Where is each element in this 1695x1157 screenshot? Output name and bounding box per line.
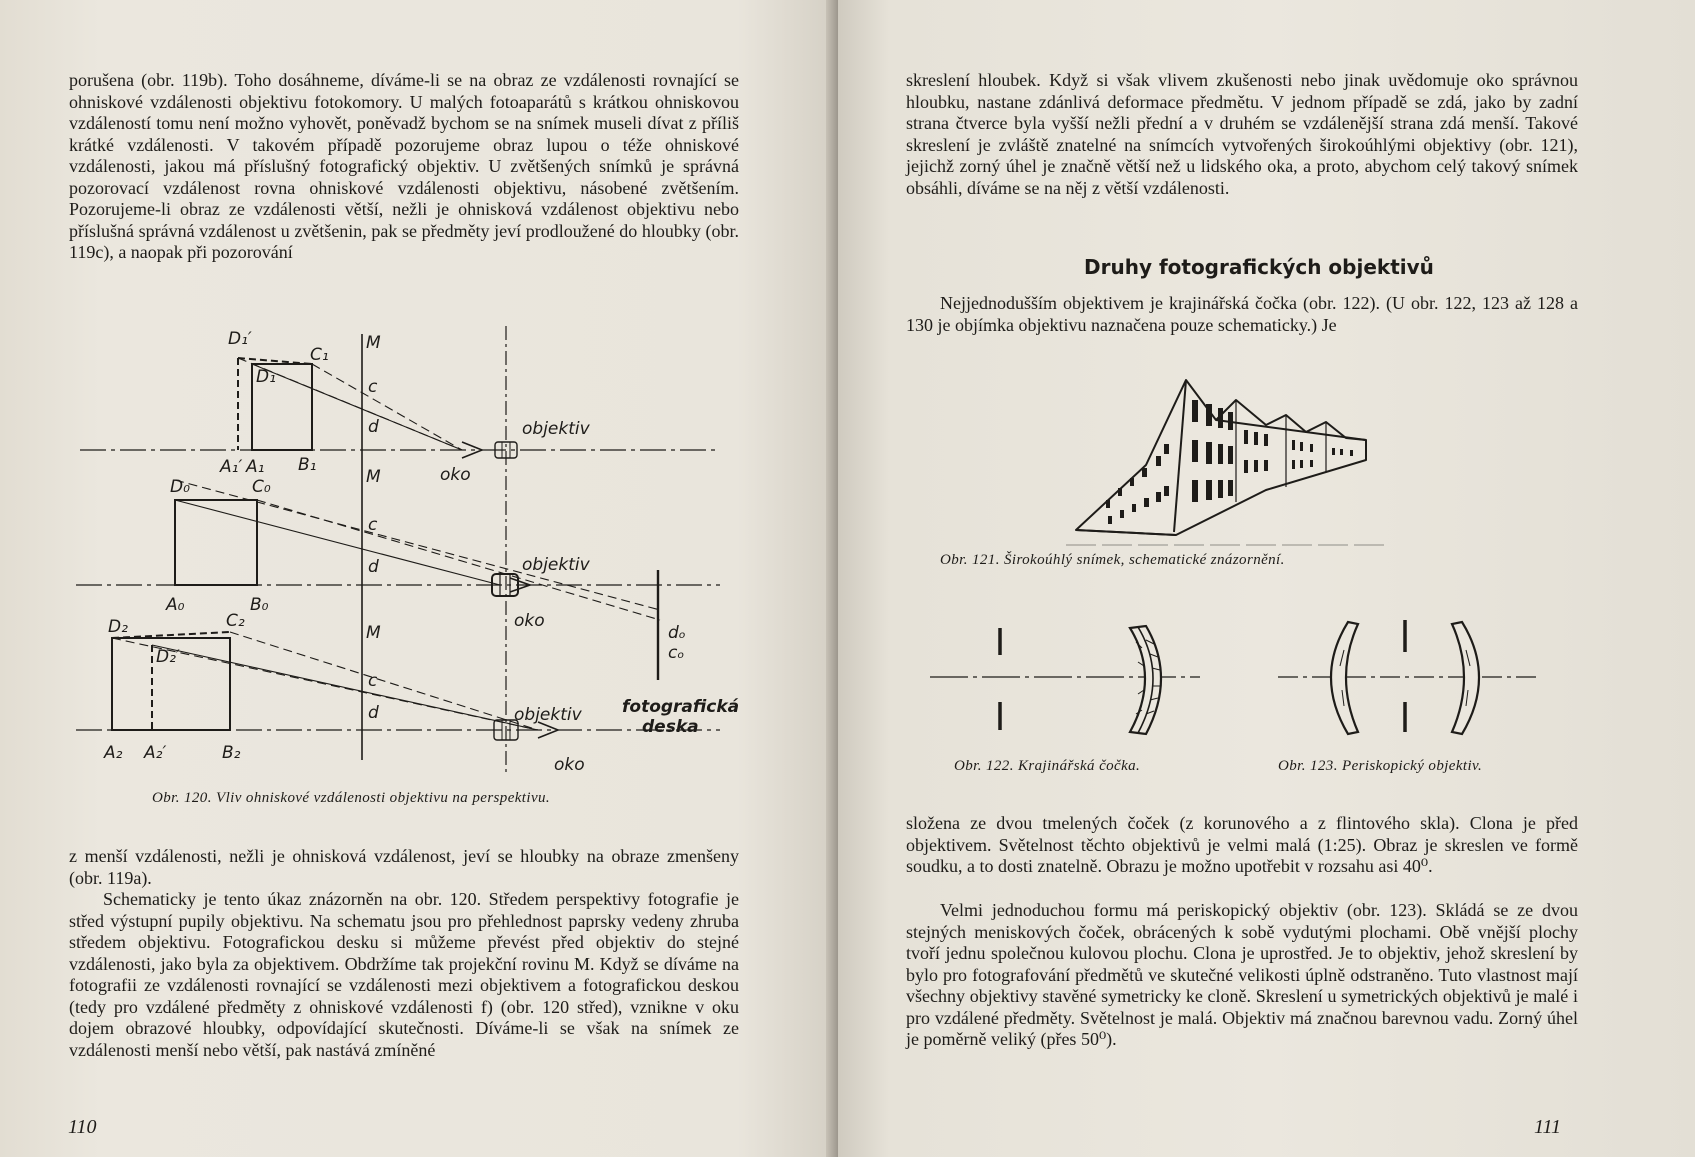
meniscus-lens-right	[1452, 622, 1479, 734]
label-a2: A₂	[104, 743, 123, 763]
ray-row2-c	[257, 500, 660, 620]
label-d2-prime: D₂′	[156, 647, 180, 667]
ray-row1-c	[312, 364, 462, 450]
label-objektiv-2: objektiv	[522, 555, 590, 575]
label-c1: C₁	[310, 345, 329, 365]
label-fotograficka: fotografická	[622, 697, 740, 717]
figure-122-caption: Obr. 122. Krajinářská čočka.	[954, 758, 1141, 774]
meniscus-lens-left	[1331, 622, 1358, 734]
label-d-3: d	[368, 703, 379, 723]
left-paragraph-top: porušena (obr. 119b). Toho dosáhneme, díváme-li se na obraz ze vzdálenosti rovnající se ohniskové vzdálenosti objektivu fotokomory. U malých fotoaparátů s krátkou ohniskovou vzdáleností tomu není možno vyhovět, poněvadž bychom se na snímek museli dívat z příliš krátké vzdálenosti. V takovém případě pozorujeme obraz lupou o téže ohniskové vzdálenosti, jakou má příslušný fotografický objektiv. U zvětšených snímků je správná pozorovací vzdálenost rovna ohniskové vzdálenosti objektivu, násobené zvětšením. Pozorujeme-li obraz ze vzdálenosti větší, nežli je ohnisková vzdálenost objektivu nebo příslušná správná vzdálenost u zvětšenin, pak se předměty jeví prodloužené do hloubky (obr. 119c), a naopak při pozorování	[69, 70, 739, 262]
label-a1: A₁	[246, 457, 265, 477]
label-c-o: cₒ	[668, 643, 685, 663]
left-paragraph-1: z menší vzdálenosti, nežli je ohnisková vzdálenost, jeví se hloubky na obraze zmenšeny (obr. 119a).	[69, 846, 739, 888]
left-paragraph-2: Schematicky je tento úkaz znázorněn na obr. 120. Středem perspektivy fotografie je střed výstupní pupily objektivu. Na schematu jsou pro přehlednost paprsky vedeny zhruba středem objektivu. Fotografickou desku si můžeme převést před objektiv do stejné vzdálenosti, jako byla za objektivem. Obdržíme tak projekční rovinu M. Když se díváme na fotografii ze vzdálenosti rovnající se vzdálenosti mezi objektivem a fotografickou deskou (tedy pro vzdálené předměty z ohniskové vzdálenosti f) (obr. 120 střed), vznikne v oku dojem obrazové hloubky, odpovídající skutečnosti. Díváme-li se však na snímek ze vzdálenosti menší nebo větší, pak nastává zmíněné	[69, 889, 739, 1060]
label-m-3: M	[366, 623, 381, 643]
label-oko-1: oko	[440, 465, 471, 485]
left-page	[0, 0, 838, 1157]
label-d1-prime: D₁′	[228, 329, 252, 349]
figure-123-lens	[1278, 610, 1538, 750]
right-paragraph-1: složena ze dvou tmelených čoček (z korunového a z flintového skla). Clona je před objektivem. Světelnost těchto objektivů je velmi malá (1:25). Obraz je skreslen ve formě soudku, a to dosti znatelně. Obrazu je možno upotřebit v rozsahu asi 40⁰.	[906, 813, 1578, 876]
label-b0: B₀	[250, 595, 269, 615]
label-a0: A₀	[166, 595, 185, 615]
label-d0: D₀	[170, 477, 190, 497]
figure-121-caption: Obr. 121. Širokoúhlý snímek, schematické znázornění.	[940, 552, 1285, 568]
ray-row2-d	[175, 500, 500, 585]
right-paragraph-top: skreslení hloubek. Když si však vlivem zkušenosti nebo jinak uvědomuje oko správnou hloubku, nastane zdánlivá deformace předmětu. V jednom případě se zdá, jako by zadní strana čtverce byla vyšší nežli přední a v druhém se vzdálenější strana zdá menší. Takové skreslení je zvláště znatelné na snímcích vytvořených širokoúhlými objektivy (obr. 121), jejichž zorný úhel je značně větší než u lidského oka, a proto, abychom celý takový snímek obsáhli, díváme se na něj z větší vzdálenosti.	[906, 70, 1578, 198]
label-a2-prime: A₂′	[144, 743, 167, 763]
label-c0: C₀	[252, 477, 271, 497]
label-c-1: c	[368, 377, 378, 397]
label-d-1: d	[368, 417, 379, 437]
figure-123-caption: Obr. 123. Periskopický objektiv.	[1278, 758, 1483, 774]
label-m-2: M	[366, 467, 381, 487]
label-objektiv-1: objektiv	[522, 419, 590, 439]
figure-120-caption: Obr. 120. Vliv ohniskové vzdálenosti objektivu na perspektivu.	[152, 790, 551, 806]
label-d-2: d	[368, 557, 379, 577]
label-c-3: c	[368, 671, 378, 691]
label-oko-3: oko	[554, 755, 585, 775]
ray-row3-c	[230, 632, 538, 730]
object-rect-2	[175, 500, 257, 585]
label-oko-2: oko	[514, 611, 545, 631]
label-deska: deska	[642, 717, 699, 737]
right-page	[838, 0, 1695, 1157]
label-a1-prime: A₁′	[220, 457, 243, 477]
label-d2: D₂	[108, 617, 128, 637]
right-paragraph-intro: Nejjednodušším objektivem je krajinářská čočka (obr. 122). (U obr. 122, 123 až 128 a 130 je objímka objektivu naznačena pouze schematicky.) Je	[906, 293, 1578, 335]
page-number-right: 111	[1534, 1116, 1562, 1138]
figure-121-building	[1066, 360, 1386, 545]
label-b2: B₂	[222, 743, 241, 763]
label-b1: B₁	[298, 455, 317, 475]
label-objektiv-3: objektiv	[514, 705, 582, 725]
right-paragraph-2: Velmi jednoduchou formu má periskopický objektiv (obr. 123). Skládá se ze dvou stejných meniskových čoček, obrácených k sobě vydutými plochami. Obě vnější plochy tvoří jednu společnou kulovou plochu. Clona je uprostřed. Je to objektiv, jehož skreslení by bylo pro fotografování předmětů ve skutečné velikosti úplně odstraněno. Tuto vlastnost mají všechny objektivy stavěné symetricky ke cloně. Skreslení u symetrických objektivů je malé i pro vzdálené předměty. Světelnost je malá. Objektiv má značnou barevnou vadu. Zorný úhel je poměrně veliký (přes 50⁰).	[906, 900, 1578, 1049]
label-c-2: c	[368, 515, 378, 535]
label-c2: C₂	[226, 611, 245, 631]
ray-row3-d	[152, 645, 538, 730]
page-number-left: 110	[68, 1116, 97, 1138]
figure-120-diagram	[70, 320, 760, 790]
ray-row1-d	[252, 364, 462, 450]
label-d1: D₁	[256, 367, 276, 387]
figure-122-lens	[930, 610, 1200, 750]
label-d-o: dₒ	[668, 623, 686, 643]
section-heading: Druhy fotografických objektivů	[1084, 255, 1434, 279]
ray-row2-top	[175, 480, 660, 610]
label-m-1: M	[366, 333, 381, 353]
